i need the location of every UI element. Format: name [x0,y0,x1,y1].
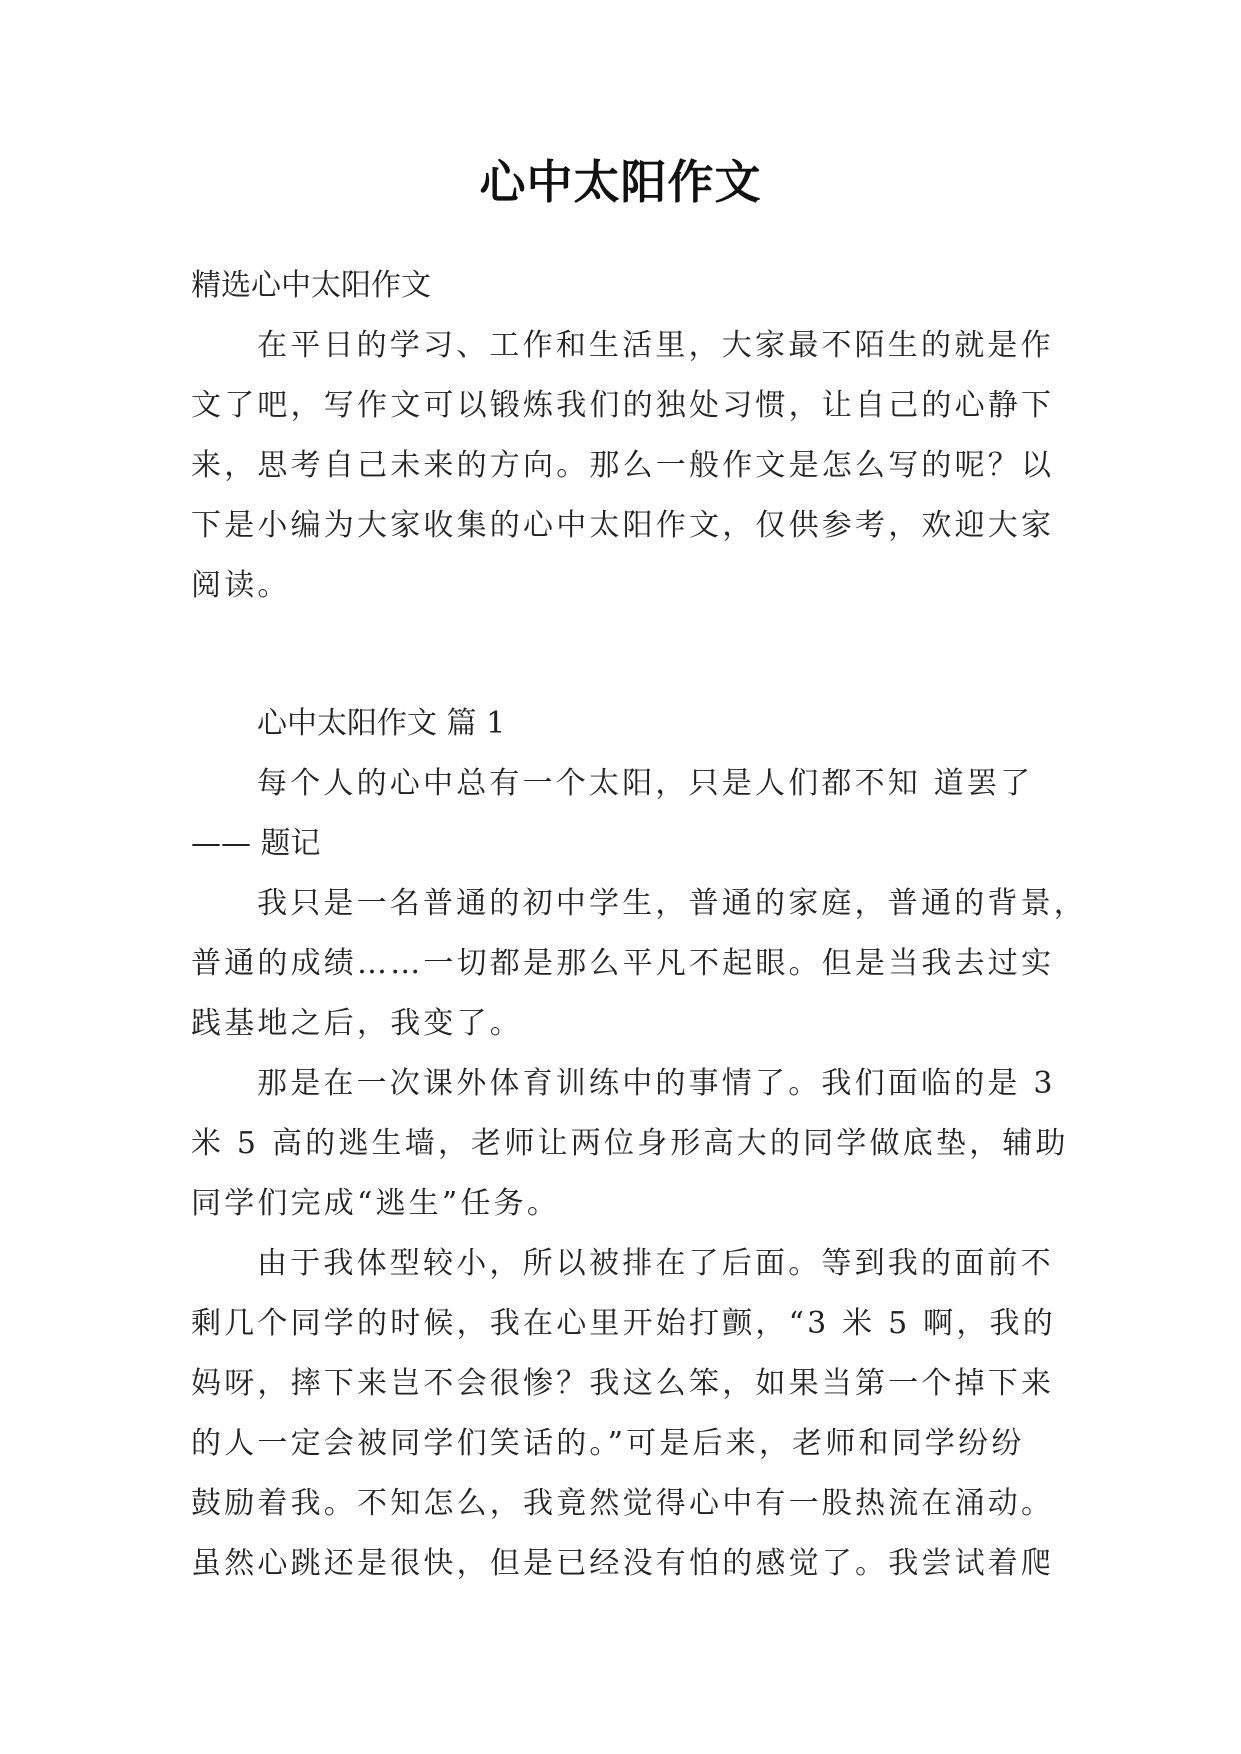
intro-line-5: 阅读。 [191,568,291,603]
body-line-5: 米 5 高的逃生墙，老师让两位身形高大的同学做底垫，辅助 [191,1126,1069,1161]
body-line-2: 普通的成绩……一切都是那么平凡不起眼。但是当我去过实 [191,946,1055,981]
intro-line-4: 下是小编为大家收集的心中太阳作文，仅供参考，欢迎大家 [191,508,1055,543]
body-line-11: 鼓励着我。不知怎么，我竟然觉得心中有一股热流在涌动。 [191,1486,1055,1521]
epigraph-line-2: —— 题记 [191,826,321,861]
body-line-4: 那是在一次课外体育训练中的事情了。我们面临的是 3 [257,1066,1056,1101]
subtitle-line: 精选心中太阳作文 [191,268,431,303]
body-line-7: 由于我体型较小，所以被排在了后面。等到我的面前不 [257,1246,1054,1281]
epigraph-line-1: 每个人的心中总有一个太阳，只是人们都不知 道罢了 [257,766,1034,801]
document-title: 心中太阳作文 [479,155,762,209]
intro-line-1: 在平日的学习、工作和生活里，大家最不陌生的就是作 [257,328,1054,363]
intro-line-2: 文了吧，写作文可以锻炼我们的独处习惯，让自己的心静下 [191,388,1055,423]
body-line-8: 剩几个同学的时候，我在心里开始打颤，“3 米 5 啊，我的 [191,1306,1056,1341]
body-line-6: 同学们完成“逃生”任务。 [191,1186,561,1221]
section-heading: 心中太阳作文 篇 1 [257,706,506,741]
intro-line-3: 来，思考自己未来的方向。那么一般作文是怎么写的呢？以 [191,448,1055,483]
body-line-9: 妈呀，摔下来岂不会很惨？我这么笨，如果当第一个掉下来 [191,1366,1055,1401]
body-line-1: 我只是一名普通的初中学生，普通的家庭，普通的背景， [257,886,1087,921]
body-line-12: 虽然心跳还是很快，但是已经没有怕的感觉了。我尝试着爬 [191,1546,1055,1581]
body-line-3: 践基地之后，我变了。 [191,1006,523,1041]
body-line-10: 的人一定会被同学们笑话的。”可是后来，老师和同学纷纷 [191,1426,1025,1461]
